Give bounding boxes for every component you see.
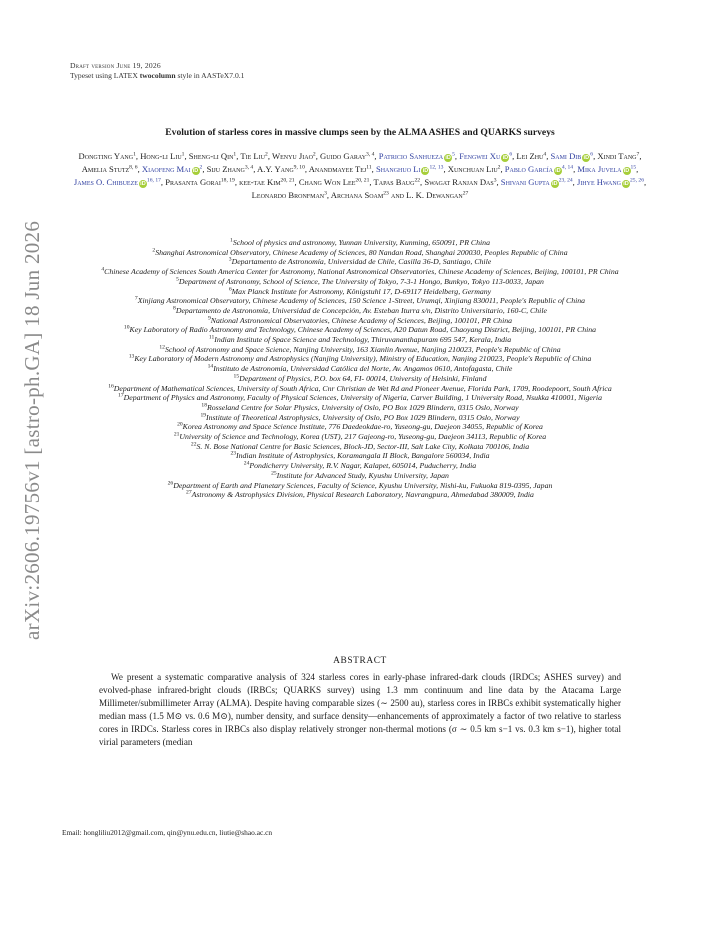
author-name xyxy=(374,177,421,187)
affiliation-number: 27 xyxy=(186,489,192,496)
author-label: Xunchuan Liu xyxy=(447,164,498,175)
author-label: Leonardo Bronfman xyxy=(251,190,325,201)
affiliation-item xyxy=(52,374,668,384)
affiliation-item xyxy=(52,345,668,355)
orcid-icon[interactable]: iD xyxy=(422,168,429,175)
affiliation-text: Rosseland Centre for Solar Physics, University of Oslo, PO Box 1029 Blindern, 0315 Oslo, Norway xyxy=(207,402,519,412)
author-name xyxy=(406,190,468,200)
affiliation-number: 24 xyxy=(243,460,250,467)
orcid-icon[interactable]: iD xyxy=(502,155,509,161)
author-label: Guido Garay xyxy=(320,151,367,161)
affiliation-item xyxy=(52,413,668,423)
affiliation-item xyxy=(52,422,668,432)
affiliation-item xyxy=(52,432,668,442)
author-label: Siju Zhang xyxy=(206,164,245,175)
author-label: kee-tae Kim xyxy=(239,177,281,188)
affiliation-text: Department of Physics and Astronomy, Faculty of Physical Sciences, University of Nigeria, Carver Building, 1 University Road, Nsukka 410001, Nigeria xyxy=(123,393,602,403)
author-and: and xyxy=(390,190,404,201)
affiliation-item xyxy=(52,267,668,277)
orcid-icon[interactable]: iD xyxy=(140,181,146,188)
abstract-heading: ABSTRACT xyxy=(333,656,387,666)
affiliation-number: 5 xyxy=(176,276,179,283)
affiliation-number: 17 xyxy=(118,392,124,399)
affiliation-text: Department of Earth and Planetary Sciences, Faculty of Science, Kyushu University, Nishi-ku, Fukuoka 819-0395, Japan xyxy=(173,480,553,490)
author-label: Hong-li Liu xyxy=(140,151,182,161)
affiliation-text: National Astronomical Observatories, Chinese Academy of Sciences, Beijing, 100101, PR China xyxy=(210,315,513,325)
affiliation-text: Key Laboratory of Radio Astronomy and Technology, Chinese Academy of Sciences, A20 Datun Road, Chaoyang District, Beijing, 100101, PR China xyxy=(129,325,597,335)
affiliation-number: 13 xyxy=(128,353,135,360)
author-name xyxy=(424,177,496,187)
affiliation-text: Departamento de Astronomía, Universidad de Chile, Casilla 36-D, Santiago, Chile xyxy=(231,257,492,267)
author-affiliation-marker: 7 xyxy=(636,151,640,158)
affiliation-item xyxy=(52,277,668,287)
latex-logo: LATEX xyxy=(113,71,138,80)
affiliation-number: 2 xyxy=(152,247,156,254)
author-name[interactable] xyxy=(376,164,444,174)
affiliation-text: Department of Physics, P.O. box 64, FI- 00014, University of Helsinki, Finland xyxy=(239,373,487,383)
author-affiliation-marker: 11 xyxy=(366,164,372,171)
affiliation-number: 22 xyxy=(190,441,197,448)
author-affiliation-marker: 23 xyxy=(383,190,389,197)
author-label: Anandmayee Tej xyxy=(308,164,367,175)
author-label: Pablo García xyxy=(504,164,553,175)
affiliation-text: Chinese Academy of Sciences South America Center for Astronomy, National Astronomical Observatories, Chinese Academy of Sciences, Beijing, 100101, PR China xyxy=(104,267,619,277)
author-label: Sheng-li Qin xyxy=(188,151,234,161)
affiliation-number: 11 xyxy=(208,334,215,341)
affiliation-text: Indian Institute of Space Science and Technology, Thiruvananthapuram 695 547, Kerala, India xyxy=(214,335,512,345)
author-affiliation-marker: 6 xyxy=(509,151,513,158)
author-name xyxy=(140,151,184,161)
affiliation-item xyxy=(52,354,668,364)
affiliation-text: School of physics and astronomy, Yunnan University, Kunming, 650091, PR China xyxy=(232,238,490,247)
affiliation-text: Key Laboratory of Modern Astronomy and Astrophysics (Nanjing University), Ministry of Education, Nanjing 210023, People's Republic of China xyxy=(134,354,592,364)
author-name xyxy=(448,164,501,174)
affiliation-item xyxy=(52,393,668,403)
author-name xyxy=(240,151,267,161)
author-name xyxy=(299,177,370,187)
affiliation-number: 10 xyxy=(123,324,130,331)
email-footnote: Email: hongliliu2012@gmail.com, qin@ynu.edu.cn, liutie@shao.ac.cn xyxy=(62,828,273,837)
author-affiliation-marker: 20, 21 xyxy=(355,177,370,184)
author-affiliation-marker: 27 xyxy=(462,190,469,197)
author-affiliation-marker: 1 xyxy=(233,151,237,158)
author-name xyxy=(79,151,136,161)
author-label: L. K. Dewangan xyxy=(406,190,463,201)
affiliation-text: Astronomy & Astrophysics Division, Physical Research Laboratory, Navrangpura, Ahmedabad 380009, India xyxy=(191,490,534,500)
author-label: Shivani Gupta xyxy=(500,177,550,188)
author-affiliation-marker: 23, 24 xyxy=(558,177,573,184)
affiliation-number: 25 xyxy=(271,470,277,477)
affiliation-number: 23 xyxy=(230,450,237,457)
author-label: James O. Chibueze xyxy=(73,177,138,188)
author-name[interactable] xyxy=(577,177,644,187)
affiliation-number: 20 xyxy=(177,421,183,428)
author-affiliation-marker: 20, 21 xyxy=(280,177,295,184)
affiliation-number: 26 xyxy=(167,480,174,487)
affiliation-item xyxy=(52,481,668,491)
affiliation-text: S. N. Bose National Centre for Basic Sciences, Block-JD, Sector-III, Salt Lake City, Kolkata 700106, India xyxy=(196,441,530,451)
affiliation-number: 15 xyxy=(233,373,240,380)
author-name[interactable] xyxy=(550,151,593,161)
author-name[interactable] xyxy=(505,164,573,174)
author-name[interactable] xyxy=(142,164,202,174)
affiliation-item xyxy=(52,403,668,413)
affiliation-number: 19 xyxy=(200,412,207,419)
author-affiliation-marker: 3, 4 xyxy=(244,164,254,171)
author-name xyxy=(239,177,294,187)
author-affiliation-marker: 12, 13 xyxy=(429,164,444,171)
affiliation-number: 1 xyxy=(230,237,233,244)
author-name xyxy=(252,190,327,200)
affiliation-text: Indian Institute of Astrophysics, Koramangala II Block, Bangalore 560034, India xyxy=(236,451,490,461)
author-affiliation-marker: 18, 19 xyxy=(220,177,235,184)
affiliation-text: Max Planck Institute for Astronomy, Königstuhl 17, D-69117 Heidelberg, Germany xyxy=(231,286,492,296)
author-label: Prasanta Gorai xyxy=(165,177,221,188)
author-label: Mika Juvela xyxy=(577,164,622,175)
affiliation-item xyxy=(52,325,668,335)
author-name[interactable] xyxy=(74,177,161,187)
orcid-icon[interactable]: iD xyxy=(623,168,630,175)
author-label: Jihye Hwang xyxy=(576,177,621,188)
draft-version-line: Draft version June 19, 2026 xyxy=(70,61,161,70)
author-affiliation-marker: 3 xyxy=(493,177,497,184)
affiliation-text: Institute for Advanced Study, Kyushu University, Japan xyxy=(276,470,449,480)
author-label: Shanghuo Li xyxy=(375,164,421,175)
author-name xyxy=(309,164,372,174)
typeset-line: Typeset using LATEX twocolumn style in AASTeX7.0.1 xyxy=(70,71,245,80)
author-name xyxy=(165,177,235,187)
orcid-icon[interactable]: iD xyxy=(192,168,199,175)
author-affiliation-marker: 2 xyxy=(497,164,501,171)
affiliation-number: 21 xyxy=(173,431,180,438)
author-name xyxy=(257,164,305,174)
affiliation-number: 4 xyxy=(101,266,105,273)
author-affiliation-marker: 16, 17 xyxy=(146,177,161,184)
author-name[interactable] xyxy=(577,164,636,174)
orcid-icon[interactable]: iD xyxy=(583,155,590,161)
affiliation-item xyxy=(52,471,668,481)
affiliation-item xyxy=(52,296,668,306)
affiliation-text: Institute of Theoretical Astrophysics, University of Oslo, PO Box 1029 Blindern, 0315 Oslo, Norway xyxy=(206,412,520,422)
author-affiliation-marker: 9, 10 xyxy=(293,164,305,171)
affiliation-item xyxy=(52,451,668,461)
affiliation-item xyxy=(52,287,668,297)
author-affiliation-marker: 8, 6 xyxy=(129,164,138,171)
affiliation-number: 9 xyxy=(207,315,211,322)
affiliation-text: University of Science and Technology, Korea (UST), 217 Gajeong-ro, Yuseong-gu, Daejeon 34113, Republic of Korea xyxy=(179,432,547,442)
affiliation-item xyxy=(52,364,668,374)
affiliation-item xyxy=(52,384,668,394)
affiliation-item xyxy=(52,461,668,471)
author-affiliation-marker: 2 xyxy=(265,151,268,158)
arxiv-stamp: arXiv:2606.19756v1 [astro-ph.GA] 18 Jun 2026 xyxy=(20,220,44,640)
affiliation-text: Korea Astronomy and Space Science Institute, 776 Daedeokdae-ro, Yuseong-gu, Daejeon 34055, Republic of Korea xyxy=(182,422,543,432)
author-label: Fengwei Xu xyxy=(459,151,501,161)
affiliation-text: Shanghai Astronomical Observatory, Chinese Academy of Sciences, 80 Nandan Road, Shanghai 200030, Peoples Republic of China xyxy=(155,247,568,257)
author-label: Archana Soam xyxy=(330,190,384,201)
affiliation-item xyxy=(52,238,668,248)
author-label: Tie Liu xyxy=(240,151,266,161)
affiliation-item xyxy=(52,442,668,452)
author-affiliation-marker: 2 xyxy=(199,164,203,171)
author-name xyxy=(272,151,316,161)
author-affiliation-marker: 4, 14 xyxy=(561,164,574,171)
affiliation-list xyxy=(52,238,668,500)
author-name xyxy=(331,190,389,200)
affiliation-number: 3 xyxy=(228,256,232,263)
author-label: Dongting Yang xyxy=(78,151,134,161)
author-label: Tapas Baug xyxy=(373,177,415,188)
affiliation-text: Xinjiang Astronomical Observatory, Chinese Academy of Sciences, 150 Science 1-Street, Urumqi, Xinjiang 830011, People's Republic of China xyxy=(137,296,586,306)
affiliation-item xyxy=(52,257,668,267)
author-affiliation-marker: 5 xyxy=(452,151,455,158)
author-affiliation-marker: 4 xyxy=(543,151,547,158)
author-label: Wenyu Jiao xyxy=(271,151,313,161)
author-label: Xindi Tang xyxy=(597,151,637,161)
author-affiliation-marker: 22 xyxy=(414,177,421,184)
author-affiliation-marker: 3, 4 xyxy=(366,151,375,158)
affiliation-text: Department of Mathematical Sciences, University of South Africa, Cnr Christian de Wet Rd and Pioneer Avenue, Florida Park, 1709, Roodepoort, South Africa xyxy=(113,383,612,393)
affiliation-item xyxy=(52,306,668,316)
author-affiliation-marker: 25, 26 xyxy=(630,177,644,184)
author-label: Sami Dib xyxy=(550,151,582,161)
author-affiliation-marker: 15 xyxy=(630,164,637,171)
author-name[interactable] xyxy=(459,151,512,161)
author-affiliation-marker: 6 xyxy=(590,151,594,158)
author-name xyxy=(320,151,374,161)
author-name[interactable] xyxy=(501,177,573,187)
author-list: Dongting Yang$^1$, Hong-li Liu$^1$, Sheng-li Qin$^1$, Tie Liu$^2$, Wenyu Jiao$^2$, Guido Garay$^{3, 4}$, Patricio Sanhueza $iD^5$, Fengwei Xu $iD^6$, Lei Zhu$^4$, Sami Dib $iD^6$, Xindi Tang$^7$, Amelia Stutz$^{8, 6}$, Xiaofeng Mai $iD^2$, Siju Zhang$^{3, 4}$, A.Y. Yang$^{9, 10}$, Anandmayee Tej$^{11}$, Shanghuo Li iD$^{12, 13}$, Xunchuan Liu$^2$, Pablo García iD$^{4, 14}$, Mika Juvela $iD^{15}$, James O. Chibueze iD$^{16, 17}$, Prasanta Gorai$^{18, 19}$, kee-tae Kim$^{20, 21}$, Chang Won Lee$^{20, 21}$, Tapas Baug$^{22}$, Swagat Ranjan Das$^3$, Shivani Gupta iD$^{23, 24}$, Jihye Hwang iD$^{25, 26}$, Leonardo Bronfman$^3$, Archana Soam$^{23}$ and L. K. Dewangan$^{27}$ xyxy=(73,151,647,201)
author-name xyxy=(82,164,138,174)
affiliation-text: Department of Astronomy, School of Science, The University of Tokyo, 7-3-1 Hongo, Bunkyo, Tokyo 113-0033, Japan xyxy=(178,276,544,286)
abstract-text: We present a systematic comparative analysis of 324 starless cores in early-phase infrared-dark clouds (IRDCs; ASHES survey) and evolved-phase infrared-bright clouds (IRBCs; QUARKS survey) using 1.3 mm continuum and line data by the Atacama Large Millimeter/submillimeter Array (ALMA). Despite having comparable sizes (∼ 2500 au), starless cores in IRBCs exhibit systematically higher median mass (1.5 M⊙ vs. 0.6 M⊙), number density, and surface density—enhancements of approximately a factor of two relative to starless cores in IRDCs. Starless cores in IRBCs also display relatively stronger non-thermal motions (σ ∼ 0.5 km s−1 vs. 0.3 km s−1), higher total virial parameters (median xyxy=(99,672,621,748)
affiliation-text: Departamento de Astronomía, Universidad de Concepción, Av. Esteban Iturra s/n, Distrito Universitario, 160-C, Chile xyxy=(175,305,547,315)
orcid-icon[interactable]: iD xyxy=(551,181,558,188)
affiliation-item xyxy=(52,490,668,500)
author-label: Chang Won Lee xyxy=(298,177,356,188)
author-label: Xiaofeng Mai xyxy=(141,164,191,175)
affiliation-number: 7 xyxy=(134,295,138,302)
affiliation-number: 12 xyxy=(159,344,165,351)
author-name[interactable] xyxy=(379,151,455,161)
author-label: Swagat Ranjan Das xyxy=(424,177,494,188)
author-name xyxy=(597,151,639,161)
affiliation-number: 6 xyxy=(228,286,232,293)
author-name xyxy=(516,151,546,161)
author-name xyxy=(207,164,254,174)
affiliation-number: 16 xyxy=(108,383,114,390)
author-label: Amelia Stutz xyxy=(81,164,130,175)
affiliation-item xyxy=(52,335,668,345)
author-affiliation-marker: 1 xyxy=(181,151,185,158)
affiliation-item xyxy=(52,248,668,258)
affiliation-item xyxy=(52,316,668,326)
affiliation-number: 14 xyxy=(207,363,214,370)
affiliation-text: Instituto de Astronomía, Universidad Católica del Norte, Av. Angamos 0610, Antofagasta, Chile xyxy=(213,364,513,374)
author-affiliation-marker: 2 xyxy=(312,151,316,158)
paper-title: Evolution of starless cores in massive clumps seen by the ALMA ASHES and QUARKS surveys xyxy=(165,127,555,138)
author-name xyxy=(189,151,236,161)
running-header xyxy=(70,61,244,81)
author-affiliation-marker: 1 xyxy=(133,151,136,158)
affiliation-text: School of Astronomy and Space Science, Nanjing University, 163 Xianlin Avenue, Nanjing 210023, People's Republic of China xyxy=(164,344,561,354)
affiliation-number: 8 xyxy=(173,305,176,312)
orcid-icon[interactable]: iD xyxy=(555,168,561,175)
orcid-icon[interactable]: iD xyxy=(445,155,451,161)
author-label: Patricio Sanhueza xyxy=(378,151,444,161)
orcid-icon[interactable]: iD xyxy=(623,181,629,188)
author-label: A.Y. Yang xyxy=(257,164,294,175)
affiliation-text: Pondicherry University, R.V. Nagar, Kalapet, 605014, Puducherry, India xyxy=(249,461,477,471)
author-label: Lei Zhu xyxy=(516,151,544,161)
affiliation-number: 18 xyxy=(201,402,207,409)
author-affiliation-marker: 3 xyxy=(324,190,327,197)
